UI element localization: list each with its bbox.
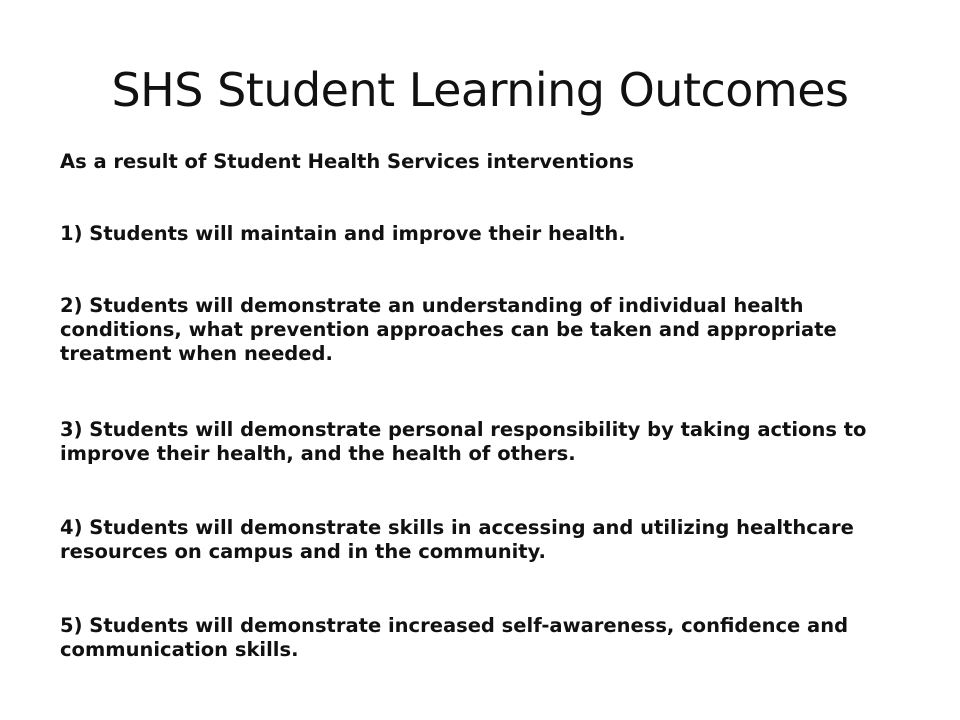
outcome-5: 5) Students will demonstrate increased self-awareness, confidence and communication skills.: [60, 614, 849, 661]
outcome-3: 3) Students will demonstrate personal responsibility by taking actions to improve their health, and the health of others.: [60, 418, 867, 465]
outcome-2: 2) Students will demonstrate an understanding of individual health conditions, what prevention approaches can be taken and appropriate treatment when needed.: [60, 294, 837, 365]
outcome-1: 1) Students will maintain and improve their health.: [60, 222, 626, 245]
slide-body: [60, 150, 900, 661]
intro-text: As a result of Student Health Services interventions: [60, 150, 634, 173]
outcome-4: 4) Students will demonstrate skills in accessing and utilizing healthcare resources on campus and in the community.: [60, 516, 854, 563]
slide-title: SHS Student Learning Outcomes: [111, 63, 849, 117]
